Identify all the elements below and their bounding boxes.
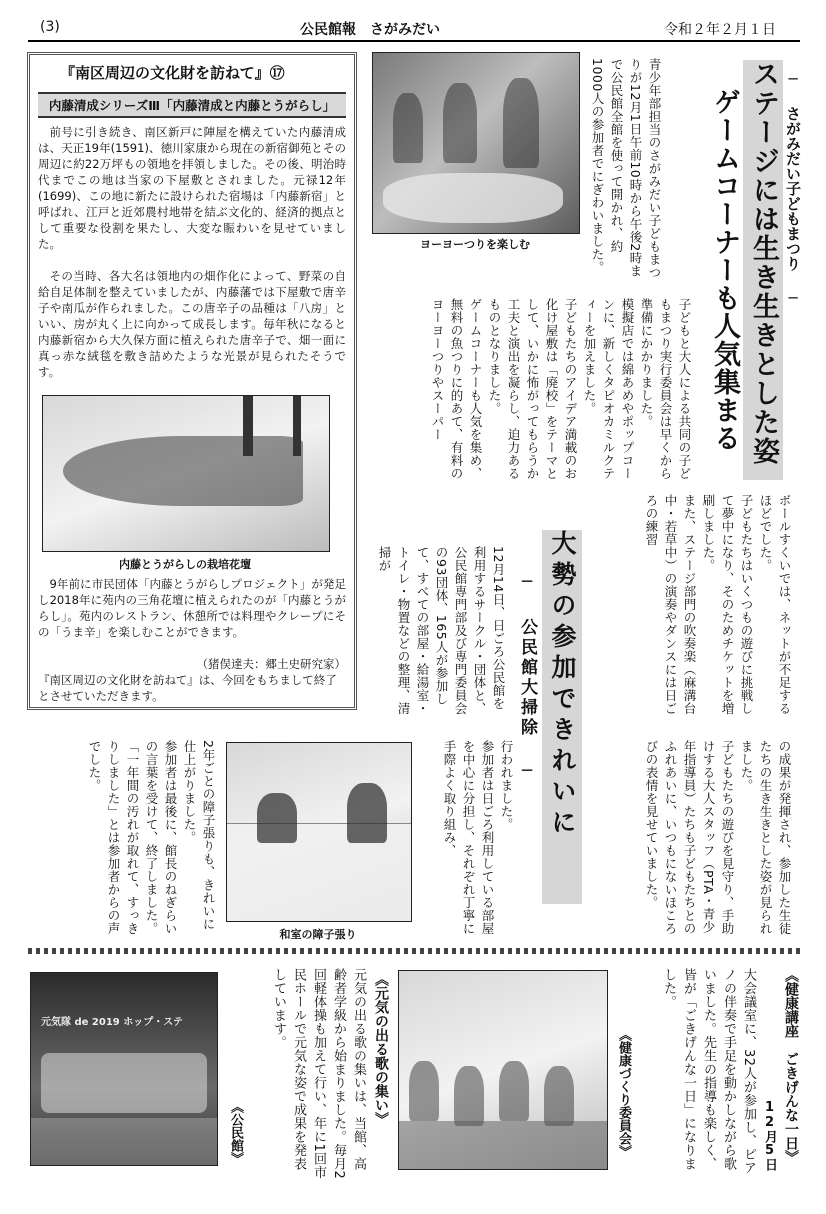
genki-body: 元気の出る歌の集いは、当館、高齢者学級から始まりました。毎月2回軽体操も加えて行い、年に1回市民ホールで元気な姿で成果を発表しています。: [271, 968, 366, 1180]
cleanup-col-3: 2年ごとの障子張りも、きれいに仕上がりました。 参加者は最後に、館長のねぎらいの言葉を受けて、終了しました。 「一年間の汚れが取れて、すっきりしました」とは参加者からの声でした。: [87, 740, 216, 935]
newsletter-title: 公民館報 さがみだい: [300, 22, 440, 38]
culture-closing: 『南区周辺の文化財を訪ねて』は、今回をもちまして終了とさせていただきます。: [38, 673, 337, 703]
culture-paragraph-2: その当時、各大名は領地内の畑作化によって、野菜の自給自足体制を整えていましたが、内藤藩では下屋敷で唐辛子や南瓜が作られました。この唐辛子の品種は「八房」といい、房が丸く上に向かって成長します。毎年秋になると内藤新宿から大久保方面に植えられた唐辛子で、畑一面に真っ赤な絨毯を敷き詰めたような光景が見られたそうです。: [38, 269, 346, 379]
cleanup-kicker: ─ 公民館大掃除 ─: [517, 572, 537, 784]
flowerbed-photo: [42, 395, 330, 552]
culture-paragraph-1: 前号に引き続き、南区新戸に陣屋を構えていた内藤清成は、天正19年(1591)、徳川家康から現在の新宿御苑とその周辺に約22万坪もの領地を拝領しました。その後、明治時代までこの地は当家の下屋敷とされました。元禄12年(1699)、この地に新たに設けられた宿場は「内藤新宿」と呼ばれ、江戸と近郊農村地帯を結ぶ文化的、経済的拠点として重要な役割を果たし、大変な賑わいを見せていました。: [38, 125, 346, 251]
genki-credit: 《公民館》: [228, 1100, 243, 1165]
culture-paragraph-3: 9年前に市民団体「内藤とうがらしプロジェクト」が発足し2018年に苑内の三角花壇に植えられたのが「内藤とうがらし」。苑内のレストラン、休憩所では料理やクレープにその「うま辛」を楽しむことができます。: [38, 577, 346, 639]
yoyo-fishing-photo: [372, 52, 580, 234]
cleanup-col-2: 行われました。 参加者は日ごろ利用している部屋を中心に分担し、それぞれ丁寧に手際よく取り組み、: [442, 740, 514, 935]
health-title: 《健康講座 ごきげんな一日》: [783, 968, 799, 1164]
yoyo-caption: ヨーヨーつりを楽しむ: [420, 238, 530, 251]
kids-festival-col-2: 子どもと大人による共同の子どもまつり実行委員会は早くから準備にかかりました。 模擬店では綿あめやポップコーンに、新しくタピオカミルクティーを加えました。 子どもたちのアイデア満載のお化け屋敷は「廃校」をテーマとして、いかに怖がってもらうか工夫と演出を凝らし、迫力あるものとなりました。 ゲームコーナーも人気を集め、無料の魚つりに的あて、有料のヨーヨーつりやスーパー: [430, 298, 692, 480]
section-divider: [28, 948, 800, 954]
flowerbed-caption: 内藤とうがらしの栽培花壇: [119, 558, 251, 571]
singing-group-photo: [398, 970, 608, 1170]
shoji-repair-photo: [226, 742, 412, 922]
cleanup-col-1: 12月14日、日ごろ公民館を利用するサークル・団体と、公民館専門部及び専門委員会の93団体、165人が参加して、すべての部屋・給湯室・トイレ・物置などの整理、清掃が: [377, 546, 506, 715]
health-date: 12月5日: [762, 1100, 777, 1171]
page-number: (3): [40, 19, 60, 35]
stage-banner-text: 元気隊 de 2019 ホップ・ステ: [41, 1017, 184, 1028]
kids-festival-headline-1: ステージには生き生きとした姿: [743, 60, 783, 480]
shoji-caption: 和室の障子張り: [279, 928, 357, 941]
culture-article-title: 『南区周辺の文化財を訪ねて』⑰: [60, 64, 285, 82]
cleanup-headline: 大勢の参加できれいに: [542, 530, 582, 904]
kids-festival-headline-2: ゲームコーナーも人気集まる: [709, 88, 740, 452]
kids-festival-col-4: の成果が発揮され、参加した生徒たちの生き生きとした姿が見られました。 子どもたちの遊びを見守り、手助けする大人スタッフ（PTA・青少年指導員）たちも子どもたちとのふれあいに、いつもにないほころびの表情を見せていました。: [644, 740, 792, 935]
header-rule: [28, 40, 800, 42]
issue-date: 令和２年２月１日: [664, 22, 776, 38]
health-body: 大会議室に、32人が参加し、ピアノの伴奏で手足を動かしながら歌いました。先生の指導も楽しく、皆が「ごきげんな一日」になりました。: [661, 968, 756, 1175]
kids-festival-col-1: 青少年部担当のさがみだい子どもまつりが12月1日午前10時から午後2時まで公民館全館を使って開かれ、約1000人の参加者でにぎわいました。: [590, 58, 662, 279]
culture-author: （猪俣達夫：郷土史研究家）: [196, 657, 346, 671]
health-credit: 《健康づくり委員会》: [616, 1028, 631, 1158]
kids-festival-col-3: ボールすくいでは、ネットが不足するほどでした。 子どもたちはいくつもの遊びに挑戦して夢中になり、そのためチケットを増刷しました。 また、ステージ部門の吹奏楽（麻溝台中・若草中）の演奏やダンスには日ごろの練習: [644, 494, 792, 715]
kids-festival-kicker: ─ さがみだい子どもまつり ─: [784, 70, 802, 307]
stage-performance-photo: [30, 972, 218, 1166]
genki-title: 《元気の出る歌の集い》: [373, 972, 389, 1126]
culture-article-subtitle: 内藤清成シリーズⅢ「内藤清成と内藤とうがらし」: [38, 92, 346, 118]
